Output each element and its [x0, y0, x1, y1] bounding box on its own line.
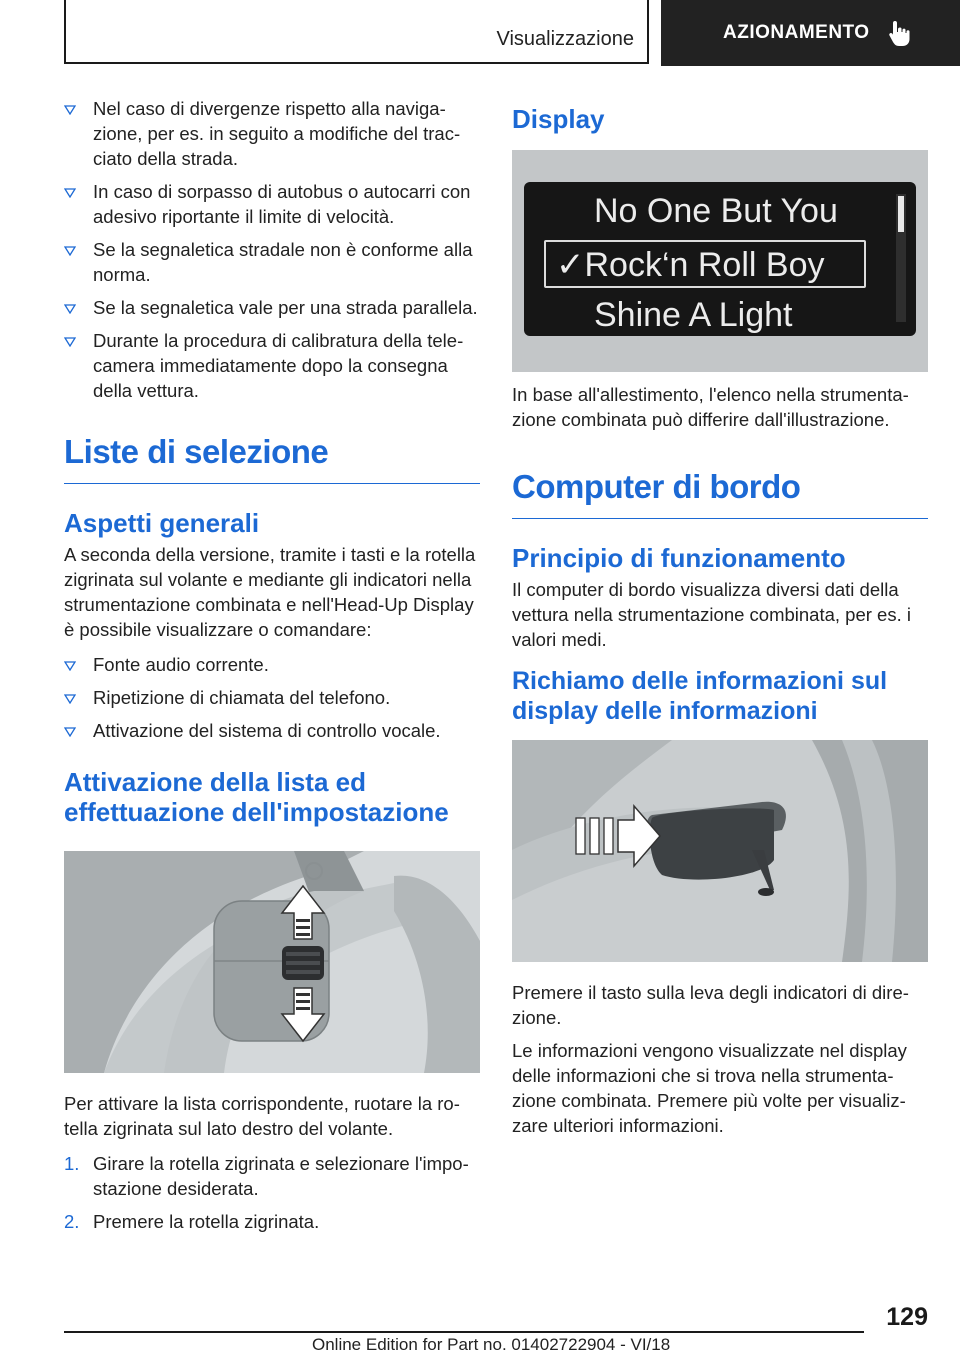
hand-pointer-icon — [888, 19, 912, 47]
list-item: Fonte audio corrente. — [64, 652, 480, 677]
triangle-bullet-icon — [64, 694, 76, 704]
header-chapter-label: AZIONAMENTO — [723, 22, 870, 43]
triangle-bullet-icon — [64, 727, 76, 737]
page-number: 129 — [886, 1303, 928, 1331]
header-chapter-tab — [661, 0, 960, 66]
list-item: Nel caso di divergenze rispetto alla navigazione, per es. in seguito a modifiche del tracciato della strada. — [64, 96, 480, 171]
display-caption: In base all'allestimento, l'elenco nella strumentazione combinata può differire dall'illustrazione. — [512, 384, 909, 430]
display-illustration — [512, 150, 928, 372]
list-item: In caso di sorpasso di autobus o autocarri con adesivo riportante il limite di velocità. — [64, 179, 480, 229]
heading-selection-lists: Liste di selezione — [64, 433, 480, 484]
footer-rule — [64, 1331, 864, 1333]
heading-display: Display — [512, 104, 605, 134]
steering-wheel-illustration — [64, 851, 480, 1073]
triangle-bullet-icon — [64, 337, 76, 347]
header-section-title: Visualizzazione — [496, 28, 634, 50]
triangle-bullet-icon — [64, 105, 76, 115]
stalk-drawing — [512, 740, 928, 962]
check-icon: ✓ — [556, 246, 585, 284]
recall-text-1: Premere il tasto sulla leva degli indicatori di direzione. — [512, 982, 909, 1028]
step-number: 2. — [64, 1211, 80, 1232]
turn-signal-stalk-illustration — [512, 740, 928, 962]
display-screen — [524, 182, 916, 336]
list-item: Se la segnaletica vale per una strada parallela. — [64, 295, 480, 320]
display-list-item: No One But You — [594, 192, 838, 230]
list-item: 1. Girare la rotella zigrinata e selezionare l'impostazione desiderata. — [64, 1153, 469, 1199]
bullet-list-conditions — [64, 96, 480, 403]
left-column — [64, 96, 480, 1242]
footer-edition: Online Edition for Part no. 01402722904 - VI/18 — [312, 1335, 671, 1354]
heading-recall-info: Richiamo delle informazioni sul display delle informazioni — [512, 667, 888, 725]
bullet-list-features — [64, 652, 480, 743]
steps-list — [64, 1151, 480, 1234]
list-item: Ripetizione di chiamata del telefono. — [64, 685, 480, 710]
display-list-item: Shine A Light — [594, 296, 793, 334]
header-rule-right — [647, 0, 649, 64]
list-item: Se la segnaletica stradale non è conforme alla norma. — [64, 237, 480, 287]
activation-text: Per attivare la lista corrispondente, ruotare la rotella zigrinata sul lato destro del volante. — [64, 1093, 460, 1139]
triangle-bullet-icon — [64, 661, 76, 671]
list-item: Attivazione del sistema di controllo vocale. — [64, 718, 480, 743]
header-rule-bottom — [64, 62, 649, 64]
step-number: 1. — [64, 1153, 80, 1174]
principle-text: Il computer di bordo visualizza diversi dati della vettura nella strumentazione combinata, per es. i valori medi. — [512, 579, 911, 650]
heading-general-aspects: Aspetti generali — [64, 508, 260, 538]
list-item: Durante la procedura di calibratura della telecamera immediatamente dopo la consegna della vettura. — [64, 328, 480, 403]
heading-principle: Principio di funzionamento — [512, 543, 846, 573]
steering-wheel-drawing — [64, 851, 480, 1073]
general-aspects-text: A seconda della versione, tramite i tasti e la rotella zigrinata sul volante e mediante gli indicatori nella strumentazione combinata e nell'Head-Up Display è possibile visualizzare o comandare: — [64, 544, 476, 640]
triangle-bullet-icon — [64, 188, 76, 198]
recall-text-2: Le informazioni vengono visualizzate nel display delle informazioni che si trova nella strumentazione combinata. Premere più volte per visualizzare ulteriori informazioni. — [512, 1040, 907, 1136]
right-column — [512, 96, 928, 1138]
triangle-bullet-icon — [64, 246, 76, 256]
list-item: 2. Premere la rotella zigrinata. — [64, 1211, 320, 1232]
display-list-item-selected: ✓Rock‘n Roll Boy — [556, 246, 825, 284]
header-rule-left — [64, 0, 66, 64]
scrollbar-thumb — [898, 196, 904, 232]
heading-on-board-computer: Computer di bordo — [512, 468, 928, 519]
triangle-bullet-icon — [64, 304, 76, 314]
heading-list-activation: Attivazione della lista ed effettuazione dell'impostazione — [64, 767, 449, 827]
